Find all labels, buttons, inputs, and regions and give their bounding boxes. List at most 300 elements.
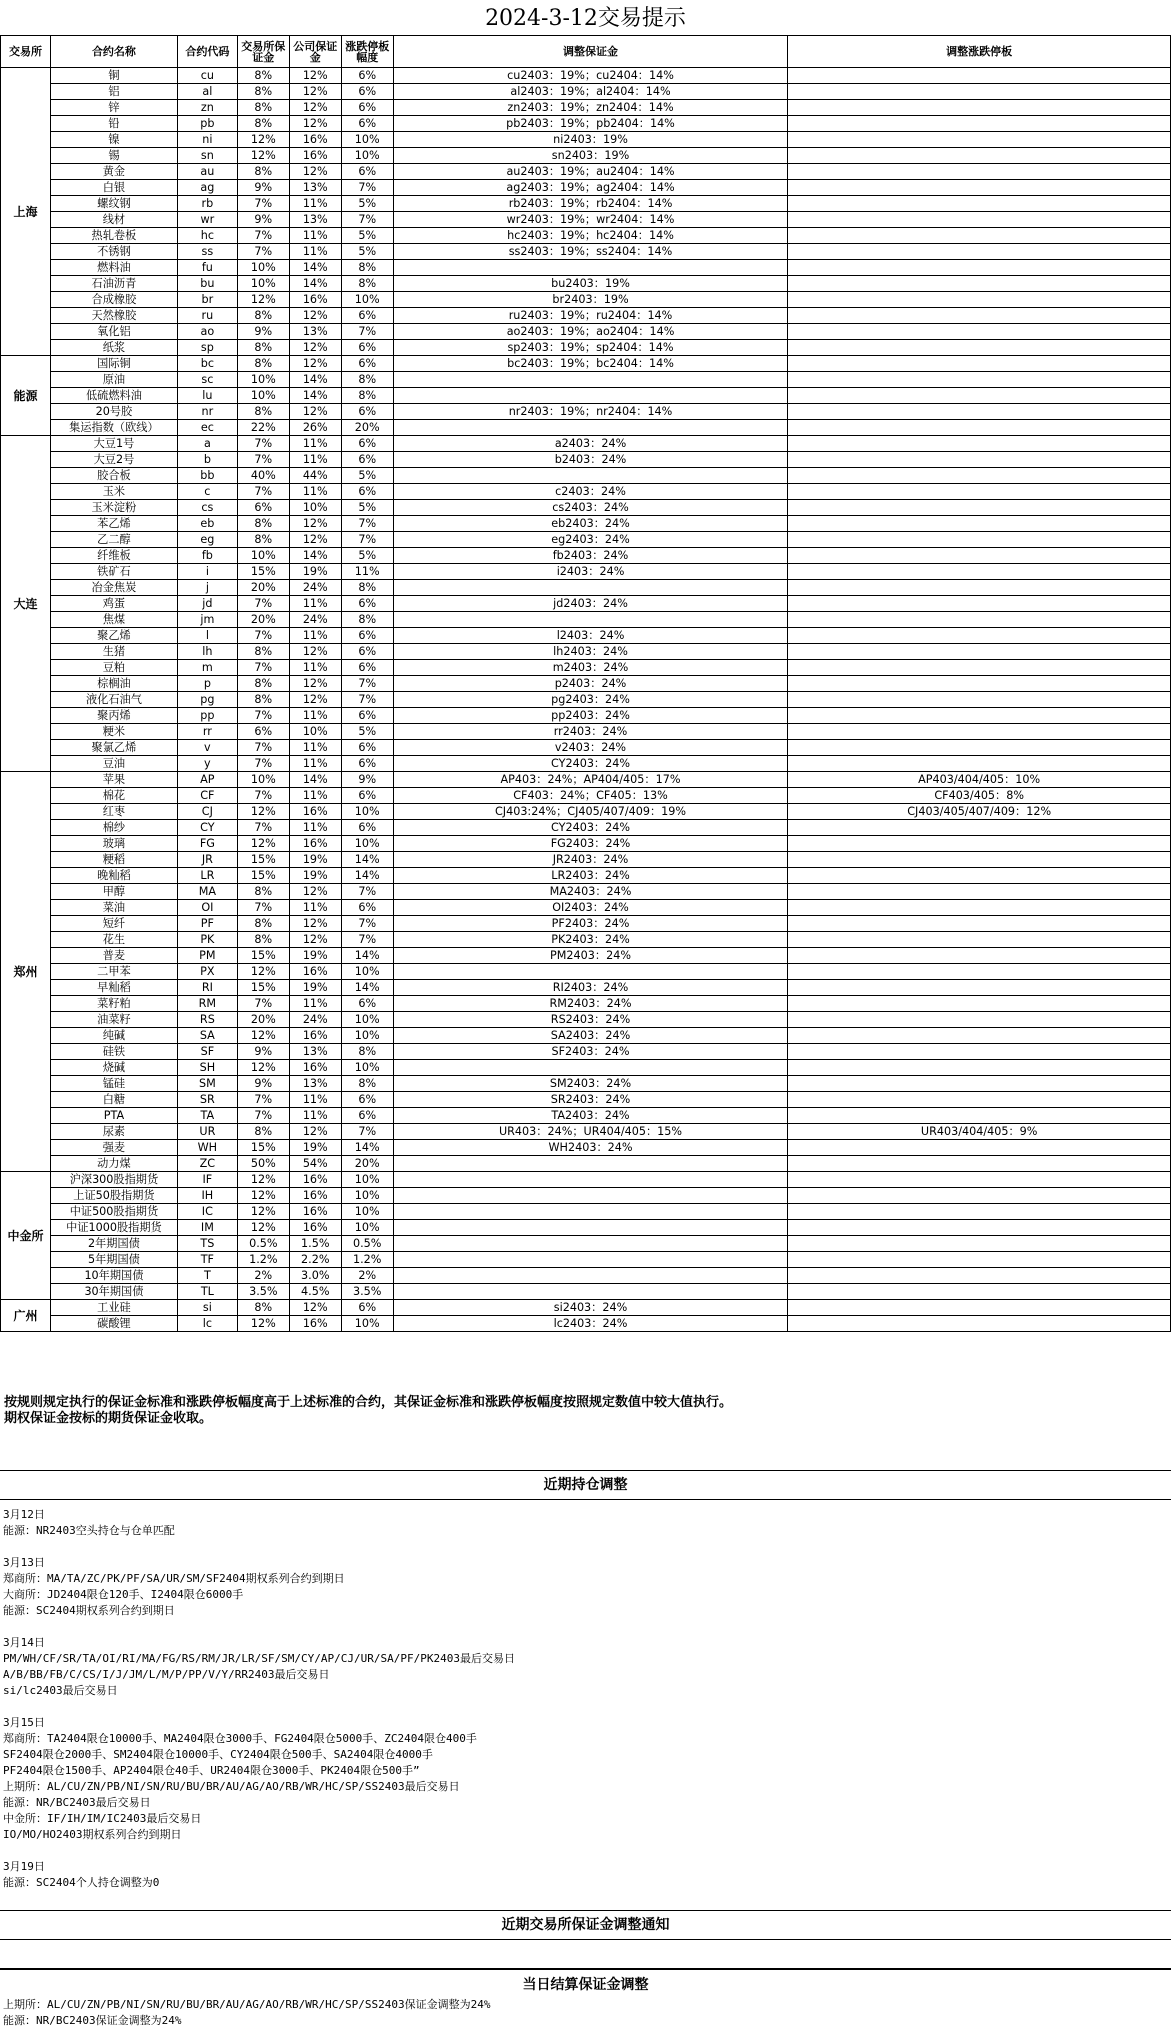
contract-name-cell: 工业硅 [50,1300,177,1316]
adjusted-margin-cell: ag2403：19%；ag2404：14% [393,180,788,196]
contract-name-cell: 石油沥青 [50,276,177,292]
price-limit-cell: 6% [341,452,393,468]
adjusted-limit-cell [788,452,1171,468]
contract-code-cell: bu [177,276,237,292]
adjusted-limit-cell [788,660,1171,676]
contract-name-cell: 尿素 [50,1124,177,1140]
company-margin-cell: 19% [289,564,341,580]
contract-name-cell: 氧化铝 [50,324,177,340]
contract-name-cell: 鸡蛋 [50,596,177,612]
exchange-margin-cell: 15% [237,852,289,868]
adjusted-limit-cell [788,676,1171,692]
table-row [1,1300,1171,1316]
price-limit-cell: 3.5% [341,1284,393,1300]
section-title-position: 近期持仓调整 [0,1470,1171,1500]
company-margin-cell: 11% [289,196,341,212]
company-margin-cell: 16% [289,292,341,308]
adjusted-limit-cell [788,612,1171,628]
table-row [1,1028,1171,1044]
exchange-cell: 上海 [1,68,51,356]
contract-code-cell: ao [177,324,237,340]
exchange-margin-cell: 3.5% [237,1284,289,1300]
exchange-cell: 郑州 [1,772,51,1172]
adjusted-limit-cell [788,884,1171,900]
company-margin-cell: 11% [289,756,341,772]
price-limit-cell: 1.2% [341,1252,393,1268]
company-margin-cell: 12% [289,164,341,180]
position-adjustment-line: IO/MO/HO2403期权系列合约到期日 [3,1828,182,1841]
contract-code-cell: pp [177,708,237,724]
price-limit-cell: 10% [341,1060,393,1076]
table-header-row [1,36,1171,68]
contract-code-cell: wr [177,212,237,228]
table-row [1,596,1171,612]
table-row [1,468,1171,484]
adjusted-limit-cell [788,292,1171,308]
contract-code-cell: TS [177,1236,237,1252]
adjusted-limit-cell [788,852,1171,868]
table-body [1,68,1171,1332]
exchange-margin-cell: 40% [237,468,289,484]
adjusted-margin-cell: RM2403：24% [393,996,788,1012]
contract-code-cell: eb [177,516,237,532]
contract-code-cell: PF [177,916,237,932]
adjusted-margin-cell: wr2403：19%；wr2404：14% [393,212,788,228]
exchange-margin-cell: 8% [237,676,289,692]
company-margin-cell: 4.5% [289,1284,341,1300]
exchange-margin-cell: 7% [237,708,289,724]
contract-name-cell: 聚氯乙烯 [50,740,177,756]
price-limit-cell: 6% [341,1092,393,1108]
position-adjustment-line: si/lc2403最后交易日 [3,1684,118,1697]
adjusted-margin-cell: CY2403：24% [393,820,788,836]
contract-code-cell: IH [177,1188,237,1204]
table-row [1,852,1171,868]
company-margin-cell: 16% [289,1220,341,1236]
adjusted-limit-cell [788,580,1171,596]
adjusted-limit-cell [788,564,1171,580]
contract-code-cell: TA [177,1108,237,1124]
adjusted-limit-cell [788,1220,1171,1236]
contract-code-cell: ec [177,420,237,436]
adjusted-margin-cell: lh2403：24% [393,644,788,660]
position-adjustment-line: 大商所：JD2404限仓120手、I2404限仓6000手 [3,1588,244,1601]
contract-code-cell: p [177,676,237,692]
adjusted-margin-cell: JR2403：24% [393,852,788,868]
price-limit-cell: 8% [341,580,393,596]
contract-name-cell: 螺纹钢 [50,196,177,212]
contract-code-cell: au [177,164,237,180]
table-row [1,1220,1171,1236]
adjusted-limit-cell [788,948,1171,964]
adjusted-margin-cell: sp2403：19%；sp2404：14% [393,340,788,356]
adjusted-limit-cell [788,916,1171,932]
price-limit-cell: 6% [341,596,393,612]
adjusted-limit-cell [788,1076,1171,1092]
contract-code-cell: ag [177,180,237,196]
contract-code-cell: LR [177,868,237,884]
contract-code-cell: lc [177,1316,237,1332]
exchange-margin-cell: 10% [237,772,289,788]
adjusted-limit-cell [788,356,1171,372]
adjusted-margin-cell: cs2403：24% [393,500,788,516]
company-margin-cell: 12% [289,356,341,372]
price-limit-cell: 6% [341,660,393,676]
header-exchange-margin: 交易所保证金 [237,36,289,68]
header-contract-name: 合约名称 [50,36,177,68]
price-limit-cell: 14% [341,1140,393,1156]
margin-table [0,35,1171,1332]
adjusted-limit-cell [788,164,1171,180]
contract-name-cell: 短纤 [50,916,177,932]
adjusted-margin-cell: PK2403：24% [393,932,788,948]
adjusted-margin-cell [393,420,788,436]
contract-code-cell: SH [177,1060,237,1076]
contract-name-cell: PTA [50,1108,177,1124]
adjusted-limit-cell [788,964,1171,980]
price-limit-cell: 5% [341,500,393,516]
price-limit-cell: 6% [341,356,393,372]
exchange-margin-cell: 50% [237,1156,289,1172]
table-row [1,932,1171,948]
contract-code-cell: hc [177,228,237,244]
exchange-margin-cell: 7% [237,244,289,260]
adjusted-limit-cell [788,132,1171,148]
table-row [1,580,1171,596]
contract-code-cell: c [177,484,237,500]
company-margin-cell: 44% [289,468,341,484]
contract-name-cell: 10年期国债 [50,1268,177,1284]
adjusted-margin-cell: cu2403：19%；cu2404：14% [393,68,788,84]
contract-name-cell: 聚丙烯 [50,708,177,724]
price-limit-cell: 6% [341,340,393,356]
table-row [1,340,1171,356]
contract-code-cell: cs [177,500,237,516]
contract-code-cell: m [177,660,237,676]
position-adjustment-line [3,1619,1163,1635]
adjusted-margin-cell: bu2403：19% [393,276,788,292]
table-row [1,148,1171,164]
contract-code-cell: OI [177,900,237,916]
table-row [1,180,1171,196]
table-row [1,308,1171,324]
company-margin-cell: 11% [289,900,341,916]
company-margin-cell: 24% [289,612,341,628]
table-row [1,404,1171,420]
table-row [1,276,1171,292]
price-limit-cell: 6% [341,628,393,644]
contract-code-cell: l [177,628,237,644]
adjusted-limit-cell [788,1140,1171,1156]
contract-name-cell: 上证50股指期货 [50,1188,177,1204]
company-margin-cell: 14% [289,772,341,788]
exchange-margin-cell: 8% [237,884,289,900]
price-limit-cell: 2% [341,1268,393,1284]
exchange-cell: 大连 [1,436,51,772]
position-adjustment-line: 中金所：IF/IH/IM/IC2403最后交易日 [3,1812,202,1825]
exchange-margin-cell: 8% [237,100,289,116]
price-limit-cell: 10% [341,1012,393,1028]
table-row [1,132,1171,148]
adjusted-limit-cell [788,1268,1171,1284]
price-limit-cell: 8% [341,372,393,388]
adjusted-limit-cell [788,68,1171,84]
contract-name-cell: 原油 [50,372,177,388]
section-title-settlement: 当日结算保证金调整 [0,1969,1171,2000]
position-adjustment-line [3,1539,1163,1555]
contract-code-cell: SF [177,1044,237,1060]
company-margin-cell: 1.5% [289,1236,341,1252]
contract-code-cell: lh [177,644,237,660]
settlement-adjustment-line: 上期所：AL/CU/ZN/PB/NI/SN/RU/BU/BR/AU/AG/AO/RB/WR/HC/SP/SS2403保证金调整为24% [3,1998,491,2011]
adjusted-margin-cell: eb2403：24% [393,516,788,532]
exchange-margin-cell: 6% [237,500,289,516]
exchange-margin-cell: 12% [237,132,289,148]
company-margin-cell: 12% [289,932,341,948]
table-row [1,212,1171,228]
price-limit-cell: 7% [341,212,393,228]
price-limit-cell: 7% [341,516,393,532]
exchange-cell: 广州 [1,1300,51,1332]
adjusted-margin-cell: UR403：24%；UR404/405：15% [393,1124,788,1140]
contract-name-cell: 乙二醇 [50,532,177,548]
price-limit-cell: 14% [341,948,393,964]
position-adjustment-line: 3月13日 [3,1556,45,1569]
contract-code-cell: ru [177,308,237,324]
exchange-margin-cell: 7% [237,900,289,916]
table-row [1,1252,1171,1268]
contract-code-cell: si [177,1300,237,1316]
adjusted-limit-cell [788,1156,1171,1172]
company-margin-cell: 16% [289,804,341,820]
exchange-margin-cell: 8% [237,644,289,660]
contract-code-cell: IF [177,1172,237,1188]
adjusted-limit-cell [788,1092,1171,1108]
contract-name-cell: 液化石油气 [50,692,177,708]
exchange-margin-cell: 7% [237,596,289,612]
contract-name-cell: 强麦 [50,1140,177,1156]
contract-name-cell: 动力煤 [50,1156,177,1172]
contract-code-cell: cu [177,68,237,84]
position-adjustment-line [3,1699,1163,1715]
adjusted-margin-cell: sn2403：19% [393,148,788,164]
exchange-margin-cell: 7% [237,660,289,676]
company-margin-cell: 11% [289,228,341,244]
company-margin-cell: 10% [289,724,341,740]
adjusted-margin-cell [393,1172,788,1188]
adjusted-limit-cell [788,980,1171,996]
adjusted-limit-cell [788,212,1171,228]
table-row [1,1156,1171,1172]
company-margin-cell: 19% [289,980,341,996]
company-margin-cell: 12% [289,916,341,932]
contract-code-cell: lu [177,388,237,404]
contract-name-cell: 热轧卷板 [50,228,177,244]
rule-note [4,1395,1164,1427]
adjusted-limit-cell [788,1204,1171,1220]
adjusted-margin-cell: OI2403：24% [393,900,788,916]
company-margin-cell: 12% [289,644,341,660]
price-limit-cell: 14% [341,980,393,996]
contract-name-cell: 线材 [50,212,177,228]
adjusted-limit-cell [788,244,1171,260]
header-exchange: 交易所 [1,36,51,68]
adjusted-margin-cell: au2403：19%；au2404：14% [393,164,788,180]
price-limit-cell: 6% [341,68,393,84]
exchange-margin-cell: 1.2% [237,1252,289,1268]
price-limit-cell: 6% [341,1300,393,1316]
adjusted-limit-cell [788,500,1171,516]
contract-code-cell: j [177,580,237,596]
adjusted-margin-cell: v2403：24% [393,740,788,756]
adjusted-margin-cell [393,612,788,628]
contract-name-cell: 30年期国债 [50,1284,177,1300]
position-adjustment-line: 3月12日 [3,1508,45,1521]
contract-name-cell: 豆油 [50,756,177,772]
contract-code-cell: v [177,740,237,756]
adjusted-limit-cell [788,692,1171,708]
exchange-margin-cell: 10% [237,276,289,292]
contract-name-cell: 棉纱 [50,820,177,836]
company-margin-cell: 19% [289,868,341,884]
contract-code-cell: bb [177,468,237,484]
company-margin-cell: 12% [289,532,341,548]
exchange-margin-cell: 20% [237,1012,289,1028]
exchange-margin-cell: 12% [237,804,289,820]
company-margin-cell: 11% [289,452,341,468]
table-row [1,1188,1171,1204]
contract-name-cell: 锡 [50,148,177,164]
company-margin-cell: 12% [289,116,341,132]
contract-name-cell: 玉米 [50,484,177,500]
adjusted-margin-cell: bc2403：19%；bc2404：14% [393,356,788,372]
adjusted-limit-cell [788,548,1171,564]
adjusted-limit-cell [788,420,1171,436]
table-row [1,532,1171,548]
contract-name-cell: 胶合板 [50,468,177,484]
adjusted-margin-cell: ru2403：19%；ru2404：14% [393,308,788,324]
company-margin-cell: 11% [289,740,341,756]
price-limit-cell: 6% [341,116,393,132]
price-limit-cell: 5% [341,724,393,740]
company-margin-cell: 12% [289,1124,341,1140]
exchange-margin-cell: 8% [237,68,289,84]
price-limit-cell: 6% [341,404,393,420]
page-title: 2024-3-12交易提示 [0,0,1171,36]
table-row [1,1236,1171,1252]
contract-code-cell: PM [177,948,237,964]
exchange-margin-cell: 7% [237,820,289,836]
adjusted-limit-cell [788,324,1171,340]
table-row [1,292,1171,308]
adjusted-limit-cell [788,1172,1171,1188]
header-company-margin: 公司保证金 [289,36,341,68]
company-margin-cell: 24% [289,1012,341,1028]
price-limit-cell: 6% [341,900,393,916]
price-limit-cell: 7% [341,676,393,692]
exchange-margin-cell: 7% [237,756,289,772]
exchange-margin-cell: 7% [237,996,289,1012]
table-row [1,628,1171,644]
company-margin-cell: 16% [289,1188,341,1204]
table-row [1,196,1171,212]
contract-name-cell: 苯乙烯 [50,516,177,532]
exchange-margin-cell: 7% [237,1092,289,1108]
table-row [1,1076,1171,1092]
table-row [1,772,1171,788]
table-row [1,660,1171,676]
adjusted-limit-cell: CF403/405：8% [788,788,1171,804]
contract-code-cell: sc [177,372,237,388]
adjusted-limit-cell [788,276,1171,292]
contract-code-cell: RS [177,1012,237,1028]
price-limit-cell: 6% [341,484,393,500]
price-limit-cell: 8% [341,260,393,276]
contract-name-cell: 白银 [50,180,177,196]
adjusted-limit-cell: UR403/404/405：9% [788,1124,1171,1140]
contract-name-cell: 黄金 [50,164,177,180]
company-margin-cell: 12% [289,516,341,532]
adjusted-limit-cell [788,180,1171,196]
company-margin-cell: 16% [289,1028,341,1044]
contract-code-cell: CJ [177,804,237,820]
table-row [1,612,1171,628]
contract-code-cell: JR [177,852,237,868]
table-row [1,836,1171,852]
price-limit-cell: 6% [341,756,393,772]
price-limit-cell: 9% [341,772,393,788]
table-row [1,388,1171,404]
contract-code-cell: PK [177,932,237,948]
contract-code-cell: UR [177,1124,237,1140]
position-adjustment-line [3,1843,1163,1859]
company-margin-cell: 19% [289,1140,341,1156]
exchange-margin-cell: 7% [237,436,289,452]
adjusted-margin-cell: SR2403：24% [393,1092,788,1108]
table-row [1,1012,1171,1028]
company-margin-cell: 16% [289,1172,341,1188]
exchange-margin-cell: 9% [237,324,289,340]
adjusted-limit-cell [788,820,1171,836]
adjusted-margin-cell: rr2403：24% [393,724,788,740]
header-contract-code: 合约代码 [177,36,237,68]
contract-code-cell: al [177,84,237,100]
price-limit-cell: 8% [341,1076,393,1092]
price-limit-cell: 8% [341,1044,393,1060]
table-row [1,1124,1171,1140]
adjusted-limit-cell [788,260,1171,276]
exchange-margin-cell: 12% [237,1188,289,1204]
company-margin-cell: 11% [289,484,341,500]
contract-name-cell: 生猪 [50,644,177,660]
contract-name-cell: 花生 [50,932,177,948]
adjusted-margin-cell [393,468,788,484]
contract-name-cell: 国际铜 [50,356,177,372]
contract-name-cell: 燃料油 [50,260,177,276]
exchange-margin-cell: 10% [237,388,289,404]
contract-name-cell: 白糖 [50,1092,177,1108]
contract-name-cell: 红枣 [50,804,177,820]
contract-code-cell: WH [177,1140,237,1156]
price-limit-cell: 14% [341,868,393,884]
contract-code-cell: jd [177,596,237,612]
adjusted-limit-cell [788,340,1171,356]
exchange-margin-cell: 8% [237,516,289,532]
contract-name-cell: 粳米 [50,724,177,740]
price-limit-cell: 8% [341,276,393,292]
table-row [1,868,1171,884]
table-row [1,980,1171,996]
